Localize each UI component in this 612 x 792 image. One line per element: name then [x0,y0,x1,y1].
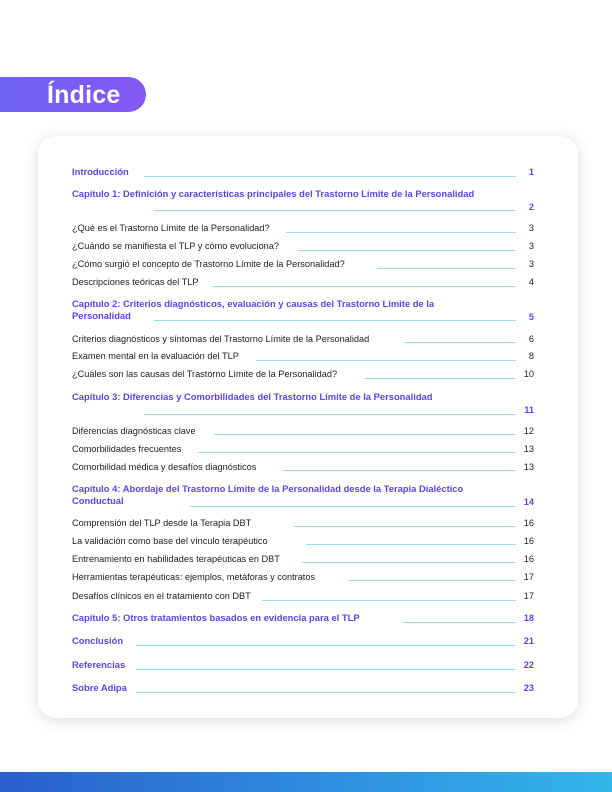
toc-leader-line [302,562,516,563]
toc-entry-title: Comorbilidades frecuentes [72,444,182,454]
toc-entry-title: Diferencias diagnósticas clave [72,426,196,436]
toc-entry-title: Herramientas terapéuticas: ejemplos, metáforas y contratos [72,572,316,582]
toc-entry-title: ¿Cuándo se manifiesta el TLP y cómo evoluciona? [72,241,280,251]
toc-page-number: 2 [528,202,534,212]
toc-entry-title: Capítulo 3: Diferencias y Comorbilidades del Trastorno Límite de la Personalidad [72,391,433,402]
toc-page-number: 5 [528,312,534,322]
toc-leader-line [348,580,516,581]
toc-page-number: 16 [523,536,534,546]
toc-page-number: 10 [523,369,534,379]
toc-page-number: 23 [523,683,534,693]
page-title: Índice [47,81,121,109]
toc-leader-line [402,622,516,623]
toc-entry-title: Capítulo 4: Abordaje del Trastorno Límite de la Personalidad desde la Terapia Dialéctico Conductual [72,483,464,506]
toc-entry-title: ¿Cuáles son las causas del Trastorno Límite de la Personalidad? [72,369,338,379]
toc-page-number: 13 [523,462,534,472]
toc-entry-title: Sobre Adipa [72,682,127,693]
toc-page-number: 6 [528,334,534,344]
toc-page-number: 16 [523,554,534,564]
toc-page-number: 14 [523,497,534,507]
toc-leader-line [286,232,516,233]
toc-leader-line [198,452,516,453]
toc-entry-title: Referencias [72,659,126,670]
toc-leader-line [214,434,516,435]
toc-entry-title: Descripciones teóricas del TLP [72,277,199,287]
toc-entry-title: Desafíos clínicos en el tratamiento con DBT [72,591,251,601]
toc-entry-title: Capítulo 1: Definición y características principales del Trastorno Límite de la Personalidad [72,188,475,199]
toc-entry-title: Comorbilidad médica y desafíos diagnósticos [72,462,257,472]
toc-entry-title: Comprensión del TLP desde la Terapia DBT [72,518,252,528]
toc-page-number: 22 [523,660,534,670]
toc-page-number: 3 [528,223,534,233]
toc-leader-line [144,176,516,177]
toc-leader-line [190,506,516,507]
toc-leader-line [154,320,516,321]
toc-entry-title: Criterios diagnósticos y síntomas del Trastorno Límite de la Personalidad [72,334,370,344]
toc-page-number: 16 [523,518,534,528]
toc-leader-line [306,544,516,545]
table-of-contents [72,0,534,792]
toc-leader-line [154,210,516,211]
toc-page-number: 1 [528,167,534,177]
toc-leader-line [256,360,516,361]
toc-leader-line [294,526,516,527]
toc-entry-title: La validación como base del vínculo terapéutico [72,536,268,546]
toc-page-number: 8 [528,351,534,361]
toc-entry-title: ¿Cómo surgió el concepto de Trastorno Límite de la Personalidad? [72,259,345,269]
toc-leader-line [136,645,516,646]
toc-leader-line [212,286,516,287]
toc-page-number: 17 [523,591,534,601]
toc-entry-title: ¿Qué es el Trastorno Límite de la Personalidad? [72,223,270,233]
toc-page-number: 13 [523,444,534,454]
footer-gradient-bar [0,772,612,792]
toc-entry-title: Capítulo 2: Criterios diagnósticos, evaluación y causas del Trastorno Límite de la Personalidad [72,298,435,321]
toc-page-number: 3 [528,259,534,269]
toc-page-number: 11 [524,405,534,415]
toc-page-number: 18 [523,613,534,623]
toc-entry-title: Capítulo 5: Otros tratamientos basados en evidencia para el TLP [72,612,360,623]
toc-page-number: 3 [528,241,534,251]
toc-leader-line [364,378,516,379]
toc-leader-line [282,470,516,471]
toc-leader-line [136,692,516,693]
toc-leader-line [144,414,516,415]
toc-leader-line [136,669,516,670]
toc-leader-line [404,342,516,343]
toc-leader-line [377,268,516,269]
toc-page-number: 12 [523,426,534,436]
toc-page-number: 21 [523,636,534,646]
toc-entry-title: Introducción [72,166,129,177]
toc-entry-title: Examen mental en la evaluación del TLP [72,351,239,361]
toc-leader-line [262,600,516,601]
toc-leader-line [298,250,516,251]
toc-page-number: 17 [523,572,534,582]
toc-entry-title: Conclusión [72,635,124,646]
toc-entry-title: Entrenamiento en habilidades terapéuticas en DBT [72,554,280,564]
toc-page-number: 4 [528,277,534,287]
